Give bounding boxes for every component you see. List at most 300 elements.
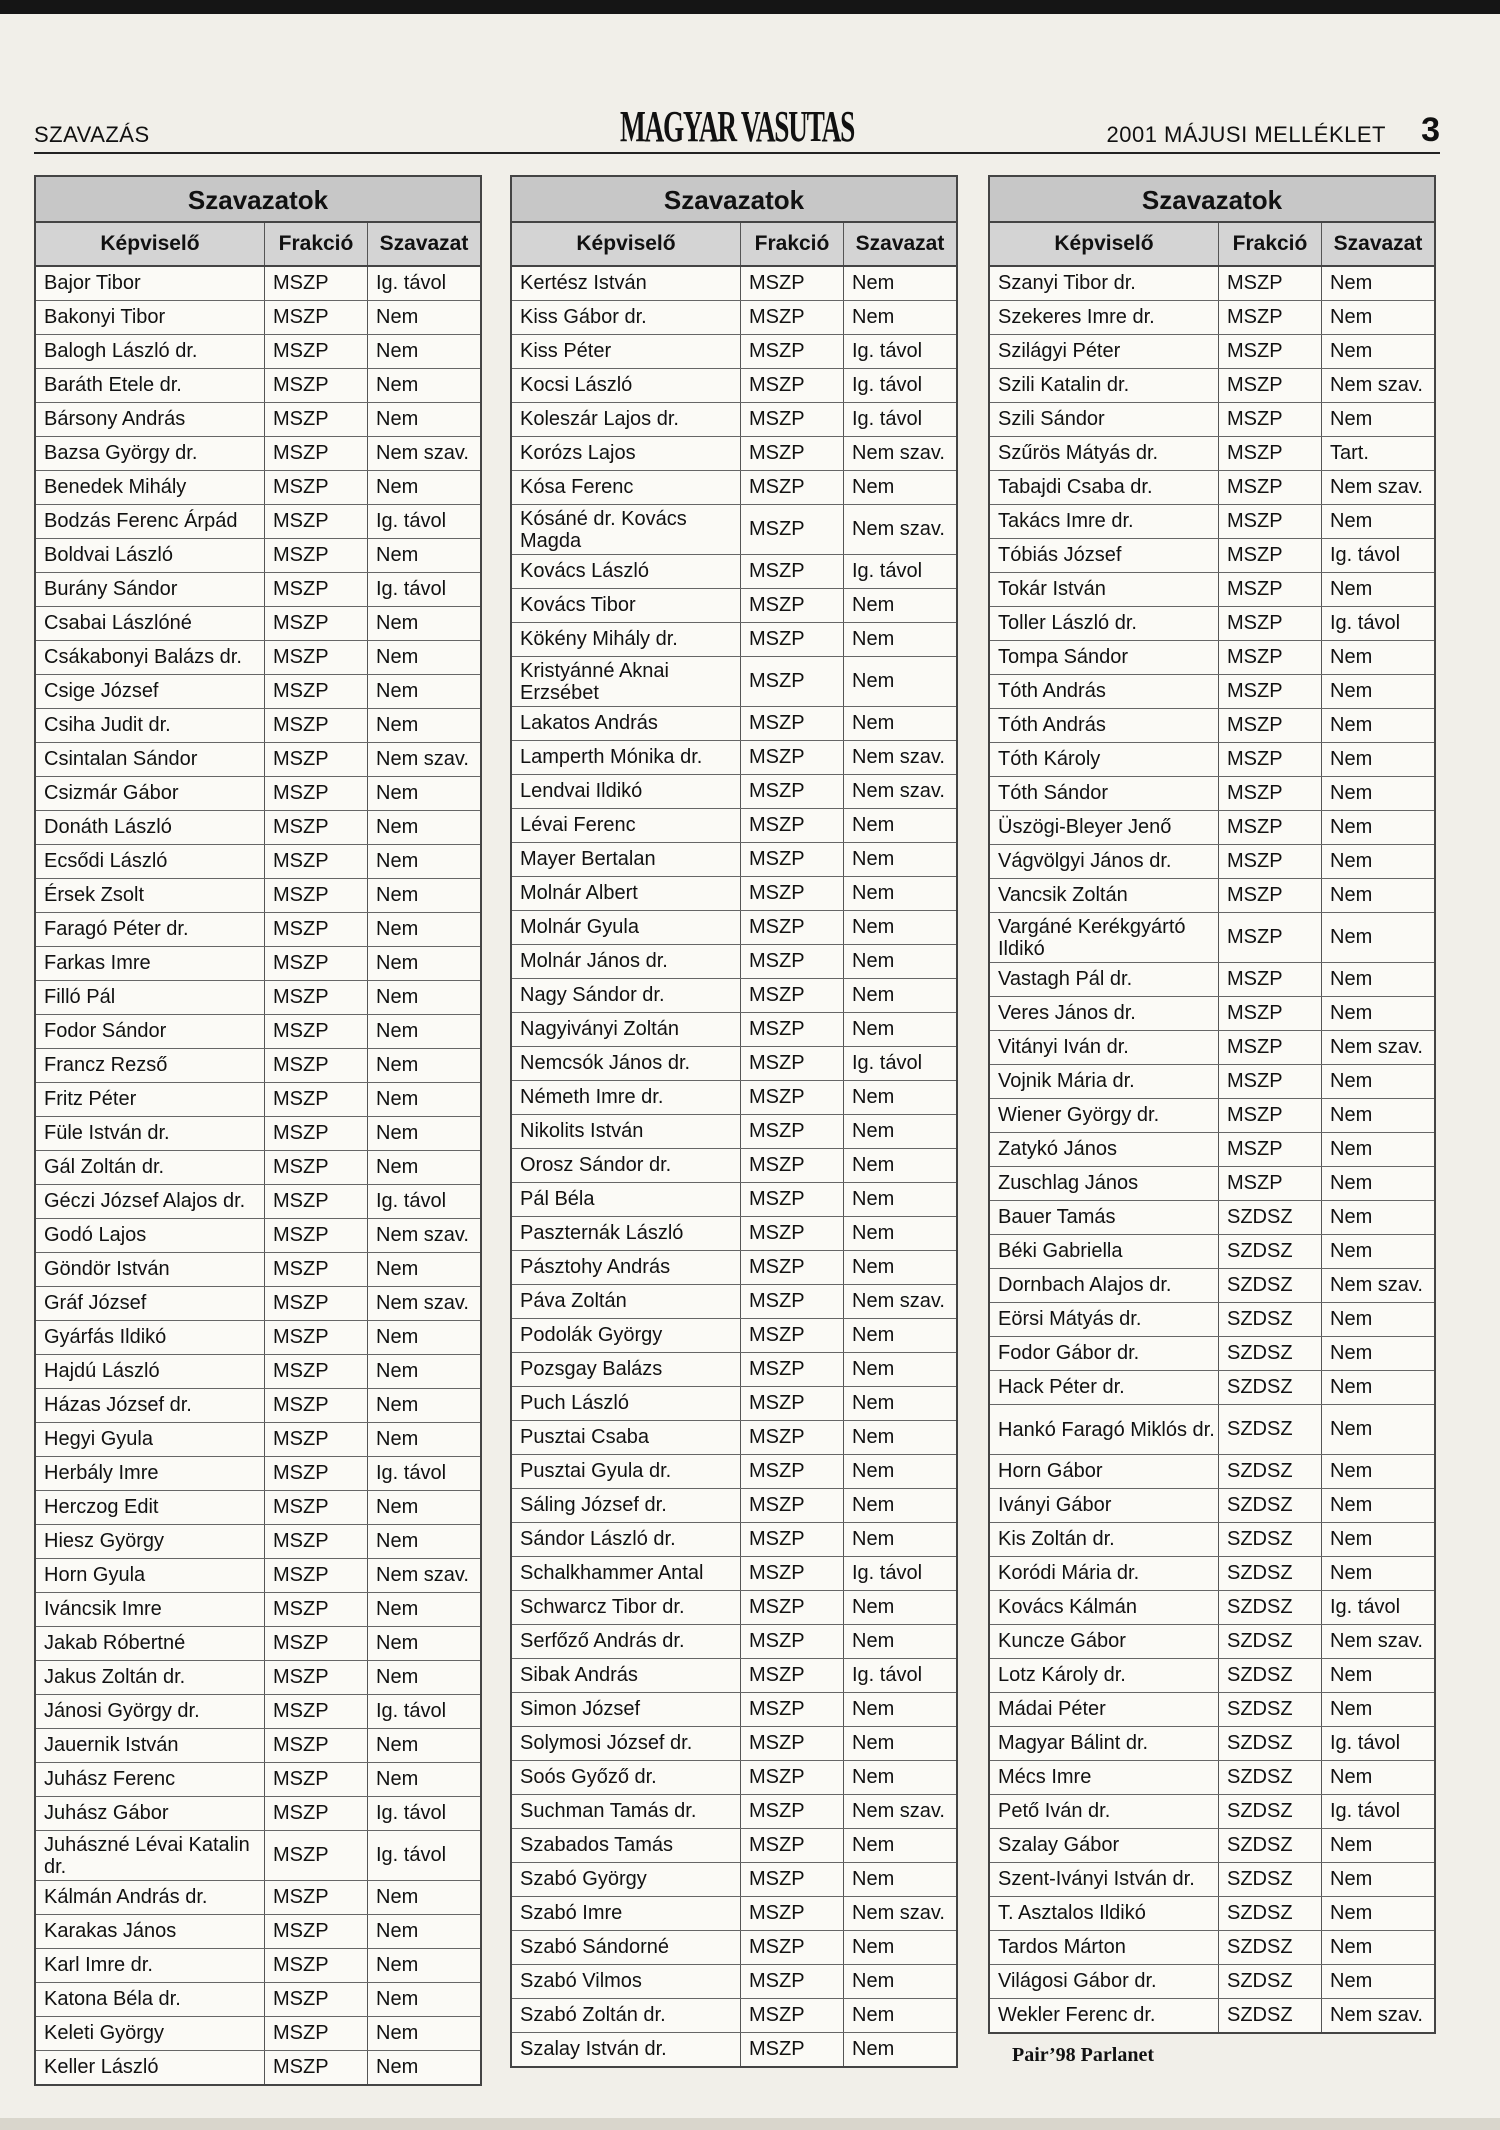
faction: MSZP [741,707,844,740]
vote: Nem szav. [376,1564,469,1586]
member-name: Szabó Vilmos [512,1965,741,1998]
member-name: Godó Lajos [36,1219,265,1252]
top-border [0,0,1500,14]
vote: Nem [1330,1376,1373,1398]
table-row [512,1829,956,1863]
member-name: Tóth András [990,709,1219,742]
member-name: Koleszár Lajos dr. [512,403,741,436]
faction: MSZP [741,657,844,706]
faction: MSZP [265,811,368,844]
vote: Nem [852,984,895,1006]
member-name: Béki Gabriella [990,1235,1219,1268]
table-row [512,775,956,809]
table-row [990,1133,1434,1167]
table-row [990,1031,1434,1065]
faction: MSZP [265,1797,368,1830]
member-name: Paszternák László [512,1217,741,1250]
member-name: Nagy Sándor dr. [512,979,741,1012]
member-name: Bársony András [36,403,265,436]
table-row [36,1627,480,1661]
table-row [512,707,956,741]
faction: MSZP [265,301,368,334]
vote: Nem [852,272,895,294]
member-name: Gyárfás Ildikó [36,1321,265,1354]
faction: MSZP [741,1013,844,1046]
faction: MSZP [741,775,844,808]
table-row [512,623,956,657]
member-name: Juhászné Lévai Katalin dr. [36,1831,265,1880]
member-name: Koródi Mária dr. [990,1557,1219,1590]
table-row [990,539,1434,573]
table-row [36,1661,480,1695]
faction: MSZP [265,1151,368,1184]
faction: MSZP [265,471,368,504]
member-name: Vargáné Kerékgyártó Ildikó [990,913,1219,962]
vote: Nem [1330,1868,1373,1890]
page-number: 3 [1421,111,1440,149]
vote: Ig. távol [1330,1800,1401,1822]
table-row [36,1287,480,1321]
table-row [512,741,956,775]
table-row [990,811,1434,845]
vote: Nem szav. [1330,2004,1423,2026]
faction: SZDSZ [1219,1897,1322,1930]
table-row [512,945,956,979]
member-name: Donáth László [36,811,265,844]
member-name: Tardos Márton [990,1931,1219,1964]
faction: MSZP [265,709,368,742]
member-name: Szabó György [512,1863,741,1896]
vote: Nem szav. [852,1800,945,1822]
faction: SZDSZ [1219,1371,1322,1404]
table-row [512,369,956,403]
faction: MSZP [265,1117,368,1150]
table-row [512,1081,956,1115]
faction: SZDSZ [1219,1523,1322,1556]
member-name: Csabai Lászlóné [36,607,265,640]
faction: MSZP [265,675,368,708]
vote: Nem szav. [852,746,945,768]
table-row [990,1303,1434,1337]
faction: MSZP [1219,335,1322,368]
vote: Nem [376,884,419,906]
member-name: Vastagh Pál dr. [990,963,1219,996]
table-row [512,657,956,707]
faction: MSZP [265,2051,368,2084]
table-row [36,335,480,369]
faction: MSZP [741,843,844,876]
member-name: Horn Gábor [990,1455,1219,1488]
faction: MSZP [1219,709,1322,742]
vote: Nem [376,816,419,838]
table-row [36,1321,480,1355]
vote: Nem [376,1598,419,1620]
faction: MSZP [265,1593,368,1626]
table-row [512,1421,956,1455]
faction: MSZP [265,981,368,1014]
faction: MSZP [741,1625,844,1658]
member-name: Kósa Ferenc [512,471,741,504]
vote: Nem [1330,1460,1373,1482]
member-name: Jakus Zoltán dr. [36,1661,265,1694]
vote: Nem [852,670,895,692]
faction: MSZP [741,1353,844,1386]
vote: Nem [1330,714,1373,736]
member-name: Érsek Zsolt [36,879,265,912]
member-name: Pozsgay Balázs [512,1353,741,1386]
member-name: Csige József [36,675,265,708]
vote: Nem [852,2038,895,2060]
table-row [990,505,1434,539]
vote: Nem [376,1886,419,1908]
member-name: Herbály Imre [36,1457,265,1490]
vote: Nem szav. [1330,1274,1423,1296]
table-row [36,1389,480,1423]
member-name: Jánosi György dr. [36,1695,265,1728]
table-row [990,1591,1434,1625]
table-title: Szavazatok [990,177,1434,223]
vote: Nem [852,1630,895,1652]
member-name: Sándor László dr. [512,1523,741,1556]
vote: Nem [852,1732,895,1754]
member-name: Csintalan Sándor [36,743,265,776]
table-row [990,1625,1434,1659]
table-row [512,403,956,437]
member-name: Szabados Tamás [512,1829,741,1862]
table-row [990,1795,1434,1829]
table-row [512,1557,956,1591]
vote: Nem [376,680,419,702]
faction: MSZP [741,1999,844,2032]
member-name: Katona Béla dr. [36,1983,265,2016]
vote: Nem [1330,1936,1373,1958]
vote: Ig. távol [1330,1732,1401,1754]
table-header [36,223,480,267]
faction: SZDSZ [1219,1557,1322,1590]
faction: MSZP [1219,845,1322,878]
vote: Nem [852,1868,895,1890]
member-name: Bazsa György dr. [36,437,265,470]
table-row [36,1457,480,1491]
faction: MSZP [741,589,844,622]
vote: Nem [1330,1562,1373,1584]
vote: Nem [376,1394,419,1416]
vote: Nem [1330,1138,1373,1160]
table-row [36,1151,480,1185]
bottom-edge [0,2118,1500,2130]
table-row [36,1593,480,1627]
table-row [512,1319,956,1353]
member-name: Szabó Sándorné [512,1931,741,1964]
faction: MSZP [741,1863,844,1896]
vote: Nem [852,1324,895,1346]
member-name: Orosz Sándor dr. [512,1149,741,1182]
vote: Ig. távol [852,374,923,396]
vote: Ig. távol [1330,544,1401,566]
vote: Nem [852,1086,895,1108]
faction: MSZP [741,335,844,368]
member-name: Tompa Sándor [990,641,1219,674]
table-row [36,845,480,879]
table-row [512,1353,956,1387]
vote: Nem [376,544,419,566]
faction: MSZP [741,1387,844,1420]
faction: MSZP [741,555,844,588]
table-row [36,1355,480,1389]
faction: MSZP [265,1729,368,1762]
faction: SZDSZ [1219,1303,1322,1336]
table-row [512,301,956,335]
table-row [36,539,480,573]
faction: MSZP [265,437,368,470]
vote: Nem [852,628,895,650]
vote: Nem [1330,1766,1373,1788]
table-row [990,1693,1434,1727]
faction: MSZP [265,1949,368,1982]
faction: MSZP [741,403,844,436]
header-frakcio: Frakció [1219,223,1322,265]
faction: MSZP [1219,1065,1322,1098]
vote: Nem [1330,1342,1373,1364]
faction: SZDSZ [1219,1761,1322,1794]
vote: Ig. távol [852,408,923,430]
table-row [990,675,1434,709]
member-name: Podolák György [512,1319,741,1352]
table-row [512,1965,956,1999]
member-name: Karl Imre dr. [36,1949,265,1982]
table-row [36,1253,480,1287]
table-row [36,1015,480,1049]
member-name: Kertész István [512,267,741,300]
table-row [512,505,956,555]
faction: MSZP [265,947,368,980]
table-row [990,335,1434,369]
vote: Nem [1330,1104,1373,1126]
vote: Nem szav. [852,1290,945,1312]
vote: Nem [852,1936,895,1958]
member-name: Schalkhammer Antal [512,1557,741,1590]
member-name: Baráth Etele dr. [36,369,265,402]
faction: SZDSZ [1219,1727,1322,1760]
table-row [990,267,1434,301]
faction: MSZP [265,1049,368,1082]
member-name: Tóth András [990,675,1219,708]
table-row [512,877,956,911]
table-row [990,1965,1434,1999]
faction: MSZP [1219,777,1322,810]
vote: Nem [376,1020,419,1042]
faction: MSZP [741,1795,844,1828]
member-name: Németh Imre dr. [512,1081,741,1114]
faction: MSZP [265,403,368,436]
table-row [512,1625,956,1659]
member-name: Üszögi-Bleyer Jenő [990,811,1219,844]
member-name: Juhász Gábor [36,1797,265,1830]
faction: MSZP [265,1831,368,1880]
vote: Nem [1330,816,1373,838]
table-row [36,879,480,913]
faction: MSZP [1219,403,1322,436]
table-row [512,471,956,505]
member-name: Juhász Ferenc [36,1763,265,1796]
member-name: Benedek Mihály [36,471,265,504]
member-name: Ecsődi László [36,845,265,878]
table-title: Szavazatok [36,177,480,223]
faction: MSZP [1219,505,1322,538]
faction: MSZP [741,1931,844,1964]
member-name: Füle István dr. [36,1117,265,1150]
member-name: Wekler Ferenc dr. [990,1999,1219,2032]
table-row [990,845,1434,879]
vote: Ig. távol [852,1562,923,1584]
member-name: Burány Sándor [36,573,265,606]
vote: Ig. távol [376,272,447,294]
faction: MSZP [1219,369,1322,402]
member-name: Pusztai Gyula dr. [512,1455,741,1488]
member-name: Szabó Imre [512,1897,741,1930]
faction: MSZP [265,2017,368,2050]
member-name: Kovács Kálmán [990,1591,1219,1624]
vote: Nem [1330,1970,1373,1992]
vote: Nem [852,1392,895,1414]
table-row [990,437,1434,471]
vote: Nem [852,1426,895,1448]
member-name: Géczi József Alajos dr. [36,1185,265,1218]
faction: MSZP [741,437,844,470]
table-row [512,1591,956,1625]
table-row [36,1983,480,2017]
faction: MSZP [1219,437,1322,470]
table-row [36,437,480,471]
faction: MSZP [265,1525,368,1558]
vote: Nem [376,408,419,430]
member-name: Herczog Edit [36,1491,265,1524]
faction: SZDSZ [1219,1455,1322,1488]
member-name: Mádai Péter [990,1693,1219,1726]
member-name: Balogh László dr. [36,335,265,368]
table-row [512,1149,956,1183]
member-name: Szent-Iványi István dr. [990,1863,1219,1896]
vote: Nem [1330,968,1373,990]
votes-table-1 [34,175,482,2086]
votes-table-2 [510,175,958,2068]
vote: Nem [1330,782,1373,804]
faction: MSZP [265,777,368,810]
member-name: Wiener György dr. [990,1099,1219,1132]
vote: Nem [376,476,419,498]
vote: Nem [852,1222,895,1244]
table-row [36,1219,480,1253]
faction: MSZP [1219,743,1322,776]
table-row [990,301,1434,335]
table-row [512,809,956,843]
vote: Nem [852,2004,895,2026]
member-name: Göndör István [36,1253,265,1286]
vote: Nem szav. [1330,476,1423,498]
vote: Nem [376,1428,419,1450]
table-row [36,301,480,335]
table-row [512,1523,956,1557]
table-row [36,573,480,607]
member-name: Hiesz György [36,1525,265,1558]
faction: MSZP [1219,1031,1322,1064]
vote: Nem [1330,680,1373,702]
table-row [990,743,1434,777]
table-row [36,1763,480,1797]
vote: Nem [852,1596,895,1618]
member-name: Házas József dr. [36,1389,265,1422]
table-row [512,589,956,623]
member-name: Kuncze Gábor [990,1625,1219,1658]
faction: MSZP [741,623,844,656]
table-row [36,1185,480,1219]
faction: MSZP [1219,641,1322,674]
table-row [990,1235,1434,1269]
table-row [990,1659,1434,1693]
member-name: Bakonyi Tibor [36,301,265,334]
member-name: Iványi Gábor [990,1489,1219,1522]
faction: MSZP [265,1457,368,1490]
table-row [512,1047,956,1081]
member-name: Korózs Lajos [512,437,741,470]
vote: Nem szav. [376,748,469,770]
page-header [34,104,1440,154]
member-name: Vojnik Mária dr. [990,1065,1219,1098]
vote: Nem [852,1188,895,1210]
table-row [990,913,1434,963]
table-row [990,1405,1434,1455]
table-row [512,1387,956,1421]
vote: Nem [376,374,419,396]
faction: MSZP [265,1355,368,1388]
vote: Nem [852,1460,895,1482]
table-row [36,267,480,301]
faction: MSZP [741,301,844,334]
table-row [990,1557,1434,1591]
member-name: Toller László dr. [990,607,1219,640]
faction: SZDSZ [1219,1829,1322,1862]
faction: MSZP [265,845,368,878]
faction: MSZP [265,1627,368,1660]
vote: Nem [376,986,419,1008]
table-row [36,607,480,641]
member-name: Lamperth Mónika dr. [512,741,741,774]
table-row [990,1761,1434,1795]
edition-label: 2001 MÁJUSI MELLÉKLET [1106,122,1386,147]
faction: MSZP [741,1829,844,1862]
faction: MSZP [265,1321,368,1354]
member-name: Kis Zoltán dr. [990,1523,1219,1556]
table-title: Szavazatok [512,177,956,223]
table-row [512,1693,956,1727]
vote: Nem [1330,340,1373,362]
member-name: Tokár István [990,573,1219,606]
table-row [36,1559,480,1593]
faction: SZDSZ [1219,1269,1322,1302]
vote: Nem [1330,1308,1373,1330]
member-name: Kiss Péter [512,335,741,368]
vote: Nem szav. [376,442,469,464]
faction: MSZP [265,573,368,606]
member-name: Dornbach Alajos dr. [990,1269,1219,1302]
table-row [512,1455,956,1489]
faction: SZDSZ [1219,1201,1322,1234]
vote: Nem [376,1734,419,1756]
vote: Nem [1330,884,1373,906]
faction: MSZP [741,2033,844,2066]
header-szavazat: Szavazat [855,232,945,255]
table-row [36,1695,480,1729]
